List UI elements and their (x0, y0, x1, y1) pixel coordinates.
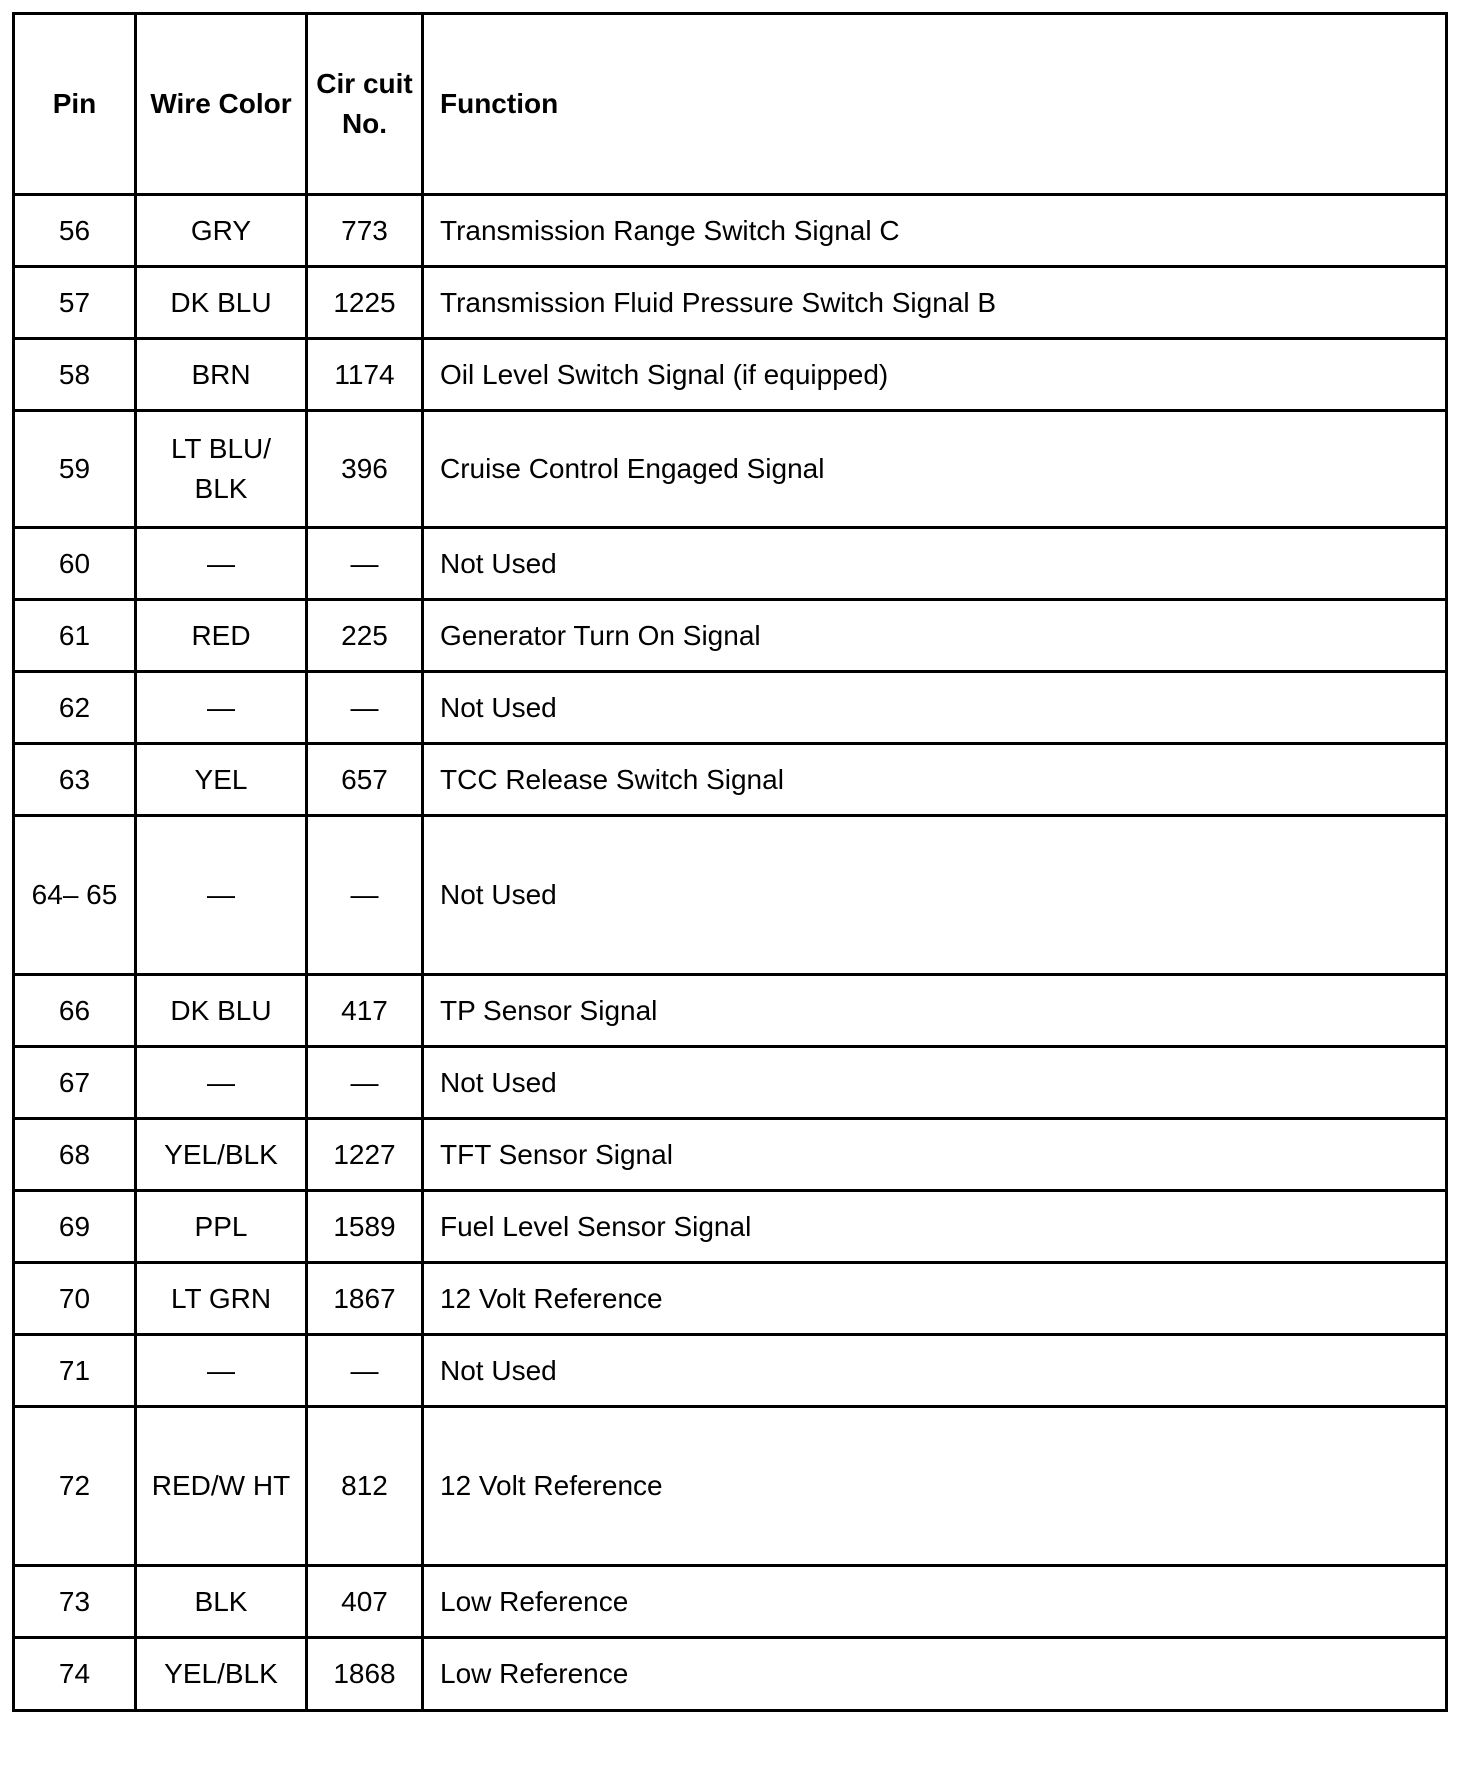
cell-function: Not Used (423, 672, 1447, 744)
cell-wire-color: — (136, 528, 307, 600)
table-row (14, 267, 1447, 339)
cell-function: Transmission Range Switch Signal C (423, 195, 1447, 267)
cell-circuit-no: — (307, 1047, 423, 1119)
table-row (14, 339, 1447, 411)
cell-circuit-no: 407 (307, 1566, 423, 1638)
cell-function: TP Sensor Signal (423, 975, 1447, 1047)
cell-wire-color: YEL (136, 744, 307, 816)
cell-function: TCC Release Switch Signal (423, 744, 1447, 816)
cell-function: Oil Level Switch Signal (if equipped) (423, 339, 1447, 411)
cell-pin: 62 (14, 672, 136, 744)
cell-function: Cruise Control Engaged Signal (423, 411, 1447, 528)
cell-function: Fuel Level Sensor Signal (423, 1191, 1447, 1263)
cell-pin: 68 (14, 1119, 136, 1191)
cell-circuit-no: 812 (307, 1407, 423, 1566)
cell-pin: 67 (14, 1047, 136, 1119)
cell-circuit-no: — (307, 1335, 423, 1407)
header-function: Function (423, 14, 1447, 195)
cell-function: Not Used (423, 1047, 1447, 1119)
table-row (14, 672, 1447, 744)
cell-pin: 69 (14, 1191, 136, 1263)
cell-function: Not Used (423, 528, 1447, 600)
table-row (14, 1191, 1447, 1263)
cell-wire-color: DK BLU (136, 975, 307, 1047)
cell-function: Low Reference (423, 1566, 1447, 1638)
cell-circuit-no: 773 (307, 195, 423, 267)
cell-pin: 63 (14, 744, 136, 816)
cell-wire-color: BRN (136, 339, 307, 411)
table-row (14, 528, 1447, 600)
table-row (14, 1335, 1447, 1407)
cell-circuit-no: — (307, 528, 423, 600)
cell-pin: 70 (14, 1263, 136, 1335)
cell-circuit-no: 225 (307, 600, 423, 672)
cell-circuit-no: 1225 (307, 267, 423, 339)
cell-function: Generator Turn On Signal (423, 600, 1447, 672)
cell-wire-color: RED/W HT (136, 1407, 307, 1566)
cell-wire-color: LT GRN (136, 1263, 307, 1335)
cell-circuit-no: 1867 (307, 1263, 423, 1335)
cell-circuit-no: 417 (307, 975, 423, 1047)
cell-function: TFT Sensor Signal (423, 1119, 1447, 1191)
cell-circuit-no: 1589 (307, 1191, 423, 1263)
cell-pin: 72 (14, 1407, 136, 1566)
cell-pin: 74 (14, 1638, 136, 1711)
cell-function: Low Reference (423, 1638, 1447, 1711)
header-circuit-no: Cir cuit No. (307, 14, 423, 195)
cell-pin: 66 (14, 975, 136, 1047)
header-pin: Pin (14, 14, 136, 195)
cell-circuit-no: 657 (307, 744, 423, 816)
table-row (14, 1407, 1447, 1566)
cell-wire-color: PPL (136, 1191, 307, 1263)
table-row (14, 600, 1447, 672)
table-row (14, 195, 1447, 267)
cell-circuit-no: — (307, 816, 423, 975)
cell-pin: 61 (14, 600, 136, 672)
pin-function-table (12, 12, 1448, 1712)
cell-circuit-no: 396 (307, 411, 423, 528)
table-row (14, 1638, 1447, 1711)
table-row (14, 744, 1447, 816)
cell-pin: 64– 65 (14, 816, 136, 975)
cell-function: Not Used (423, 816, 1447, 975)
cell-pin: 60 (14, 528, 136, 600)
table-row (14, 1263, 1447, 1335)
cell-wire-color: LT BLU/ BLK (136, 411, 307, 528)
cell-circuit-no: 1174 (307, 339, 423, 411)
cell-wire-color: — (136, 816, 307, 975)
cell-wire-color: GRY (136, 195, 307, 267)
cell-wire-color: — (136, 1047, 307, 1119)
cell-circuit-no: — (307, 672, 423, 744)
cell-pin: 59 (14, 411, 136, 528)
cell-pin: 56 (14, 195, 136, 267)
cell-circuit-no: 1868 (307, 1638, 423, 1711)
cell-wire-color: DK BLU (136, 267, 307, 339)
cell-pin: 73 (14, 1566, 136, 1638)
cell-function: 12 Volt Reference (423, 1263, 1447, 1335)
table-row (14, 975, 1447, 1047)
cell-wire-color: BLK (136, 1566, 307, 1638)
cell-pin: 71 (14, 1335, 136, 1407)
cell-circuit-no: 1227 (307, 1119, 423, 1191)
cell-wire-color: RED (136, 600, 307, 672)
header-wire-color: Wire Color (136, 14, 307, 195)
cell-pin: 57 (14, 267, 136, 339)
header-row (14, 14, 1447, 195)
table-row (14, 1047, 1447, 1119)
table-row (14, 411, 1447, 528)
cell-pin: 58 (14, 339, 136, 411)
table-row (14, 816, 1447, 975)
cell-wire-color: — (136, 1335, 307, 1407)
cell-function: Transmission Fluid Pressure Switch Signal B (423, 267, 1447, 339)
cell-function: 12 Volt Reference (423, 1407, 1447, 1566)
cell-wire-color: YEL/BLK (136, 1638, 307, 1711)
cell-wire-color: YEL/BLK (136, 1119, 307, 1191)
cell-function: Not Used (423, 1335, 1447, 1407)
table-row (14, 1566, 1447, 1638)
cell-wire-color: — (136, 672, 307, 744)
table-row (14, 1119, 1447, 1191)
